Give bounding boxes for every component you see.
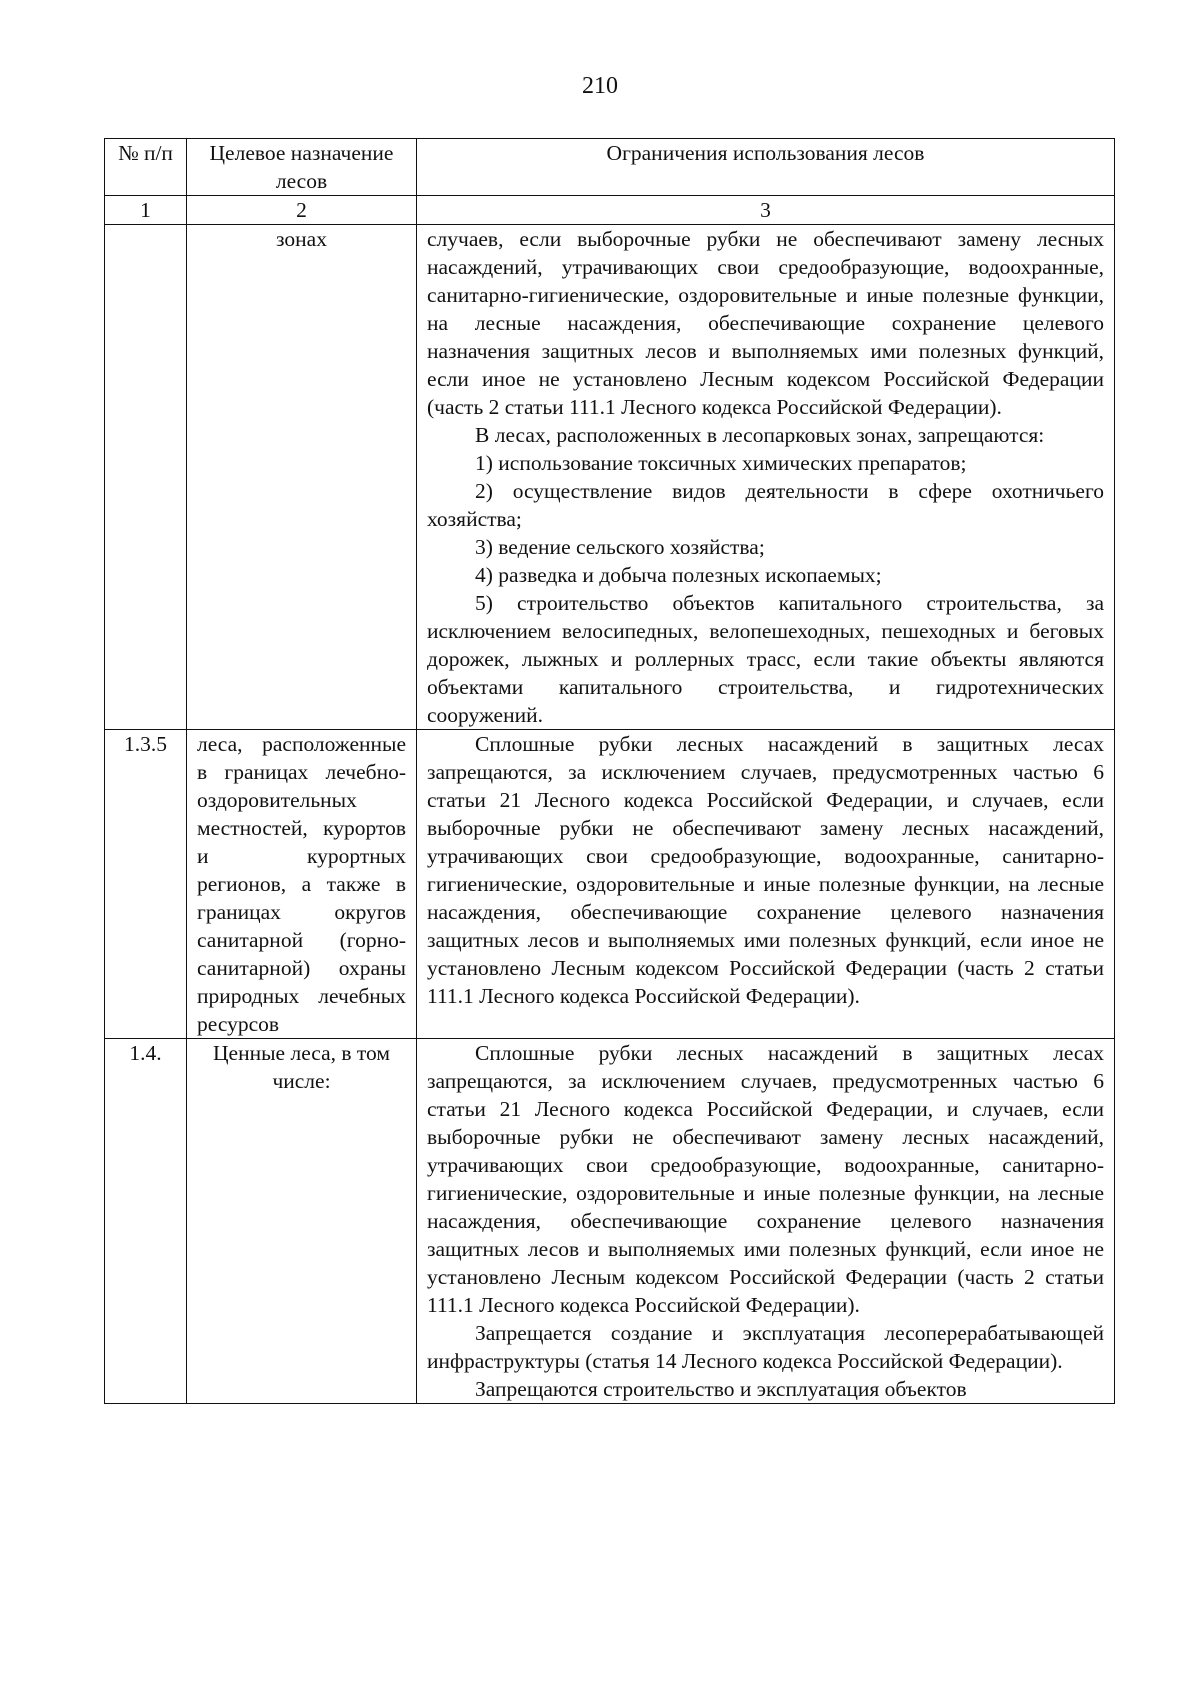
column-number-3: 3 <box>417 196 1115 225</box>
restriction-paragraph: Запрещаются строительство и эксплуатация объектов <box>475 1377 967 1401</box>
column-number-2: 2 <box>187 196 417 225</box>
restriction-paragraph: случаев, если выборочные рубки не обеспечивают замену лесных насаждений, утрачивающих свои средообразующие, водоохранные, санитарно-гигиенические, оздоровительные и иные полезные функции, на лесные насаждения, обеспечивающие сохранение целевого назначения защитных лесов и выполняемых ими полезных функций, если иное не установлено Лесным кодексом Российской Федерации (часть 2 статьи 111.1 Лесного кодекса Российской Федерации). <box>427 227 1104 419</box>
row-number: 1.3.5 <box>105 730 187 1039</box>
row-restrictions <box>417 1039 1115 1404</box>
table-row <box>105 730 1115 1039</box>
restriction-paragraph: 3) ведение сельского хозяйства; <box>475 535 765 559</box>
restriction-paragraph: 1) использование токсичных химических препаратов; <box>475 451 967 475</box>
row-number <box>105 225 187 730</box>
restriction-paragraph: 4) разведка и добыча полезных ископаемых; <box>475 563 882 587</box>
forest-restrictions-table <box>104 138 1115 1404</box>
row-purpose: Ценные леса, в том числе: <box>187 1039 417 1404</box>
purpose-text: леса, расположенные в границах лечебно-оздоровительных местностей, курортов и курортных регионов, а также в границах округов санитарной (горно-санитарной) охраны природных лечебных ресурсов <box>197 732 406 1036</box>
header-restrictions: Ограничения использования лесов <box>417 139 1115 196</box>
restriction-paragraph: 2) осуществление видов деятельности в сфере охотничьего хозяйства; <box>427 479 1104 531</box>
row-restrictions <box>417 730 1115 1039</box>
restriction-paragraph: Запрещается создание и эксплуатация лесоперерабатывающей инфраструктуры (статья 14 Лесного кодекса Российской Федерации). <box>427 1321 1104 1373</box>
restriction-paragraph: 5) строительство объектов капитального строительства, за исключением велосипедных, велопешеходных, пешеходных и беговых дорожек, лыжных и роллерных трасс, если такие объекты являются объектами капитального строительства, и гидротехнических сооружений. <box>427 591 1104 727</box>
row-restrictions <box>417 225 1115 730</box>
restriction-paragraph: В лесах, расположенных в лесопарковых зонах, запрещаются: <box>475 423 1045 447</box>
page-number: 210 <box>582 73 618 99</box>
restriction-paragraph: Сплошные рубки лесных насаждений в защитных лесах запрещаются, за исключением случаев, предусмотренных частью 6 статьи 21 Лесного кодекса Российской Федерации, и случаев, если выборочные рубки не обеспечивают замену лесных насаждений, утрачивающих свои средообразующие, водоохранные, санитарно-гигиенические, оздоровительные и иные полезные функции, на лесные насаждения, обеспечивающие сохранение целевого назначения защитных лесов и выполняемых ими полезных функций, если иное не установлено Лесным кодексом Российской Федерации (часть 2 статьи 111.1 Лесного кодекса Российской Федерации). <box>427 1041 1104 1317</box>
restriction-paragraph: Сплошные рубки лесных насаждений в защитных лесах запрещаются, за исключением случаев, предусмотренных частью 6 статьи 21 Лесного кодекса Российской Федерации, и случаев, если выборочные рубки не обеспечивают замену лесных насаждений, утрачивающих свои средообразующие, водоохранные, санитарно-гигиенические, оздоровительные и иные полезные функции, на лесные насаждения, обеспечивающие сохранение целевого назначения защитных лесов и выполняемых ими полезных функций, если иное не установлено Лесным кодексом Российской Федерации (часть 2 статьи 111.1 Лесного кодекса Российской Федерации). <box>427 732 1104 1008</box>
row-purpose: зонах <box>187 225 417 730</box>
header-number: № п/п <box>105 139 187 196</box>
row-number: 1.4. <box>105 1039 187 1404</box>
row-purpose <box>187 730 417 1039</box>
table-row <box>105 1039 1115 1404</box>
table-header-row <box>105 139 1115 196</box>
table-row <box>105 225 1115 730</box>
column-numbering-row <box>105 196 1115 225</box>
header-purpose: Целевое назначение лесов <box>187 139 417 196</box>
column-number-1: 1 <box>105 196 187 225</box>
